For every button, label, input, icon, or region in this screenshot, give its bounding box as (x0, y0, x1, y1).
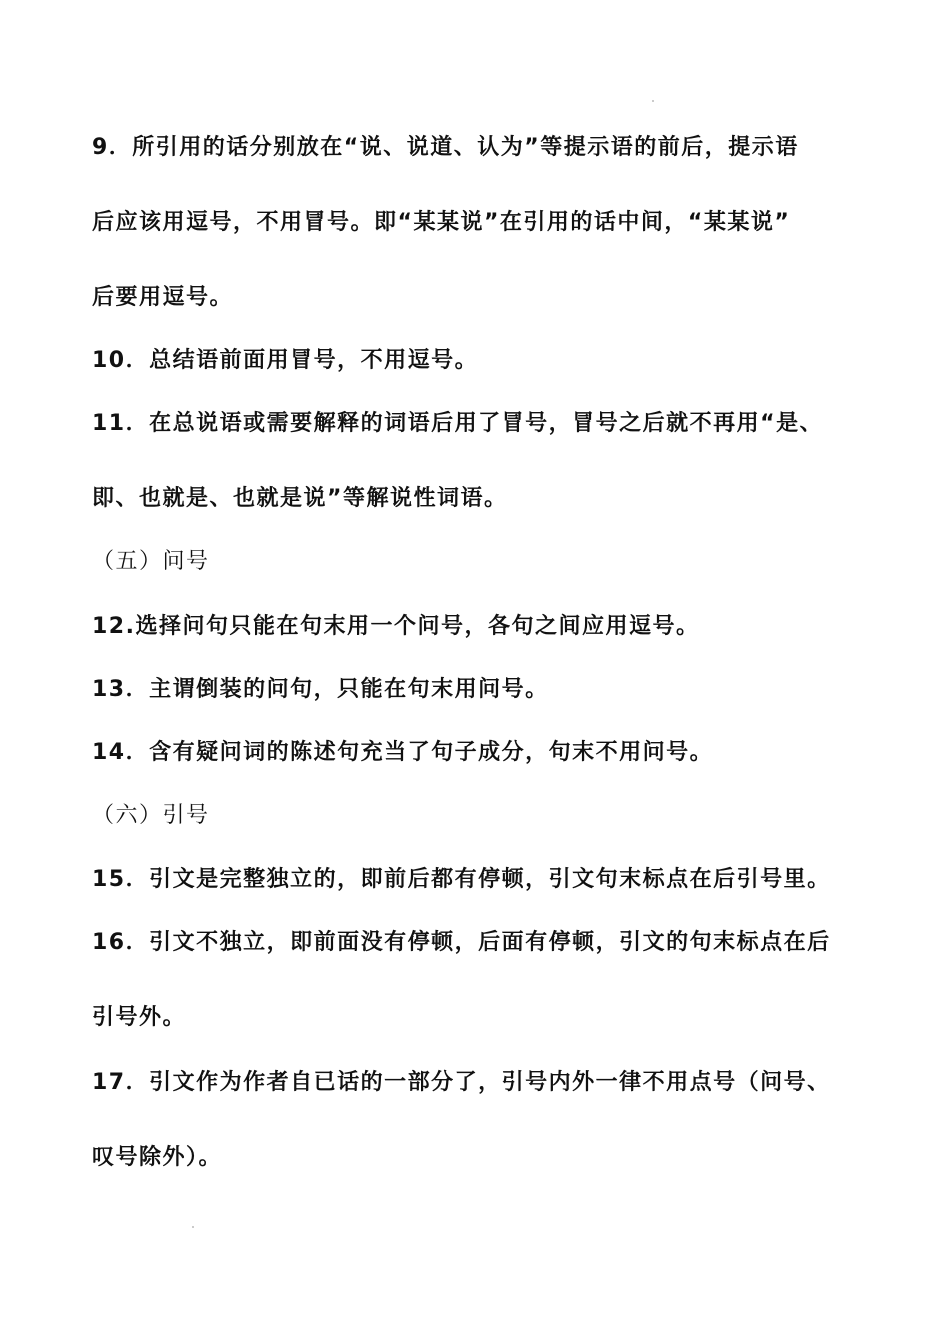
rule-12: 12.选择问句只能在句末用一个问号，各句之间应用逗号。 (92, 614, 700, 639)
scan-speck (652, 100, 654, 102)
rule-13: 13．主谓倒装的问句，只能在句末用问号。 (92, 677, 549, 702)
rule-15: 15．引文是完整独立的，即前后都有停顿，引文句末标点在后引号里。 (92, 867, 831, 892)
rule-16-line-1: 16．引文不独立，即前面没有停顿，后面有停顿，引文的句末标点在后 (92, 930, 831, 955)
rule-17-line-1: 17．引文作为作者自已话的一部分了，引号内外一律不用点号（问号、 (92, 1070, 831, 1095)
rule-9-line-1: 9．所引用的话分别放在“说、说道、认为”等提示语的前后，提示语 (92, 135, 799, 160)
section-heading-quotation-marks: （六）引号 (92, 803, 210, 828)
scan-speck (192, 1226, 194, 1228)
rule-9-line-2: 后应该用逗号，不用冒号。即“某某说”在引用的话中间，“某某说” (92, 210, 791, 235)
rule-14: 14．含有疑问词的陈述句充当了句子成分，句末不用问号。 (92, 740, 714, 765)
rule-9-line-3: 后要用逗号。 (92, 285, 234, 310)
rule-11-line-1: 11．在总说语或需要解释的词语后用了冒号，冒号之后就不再用“是、 (92, 411, 824, 436)
rule-17-line-2: 叹号除外）。 (92, 1145, 223, 1170)
rule-11-line-2: 即、也就是、也就是说”等解说性词语。 (92, 486, 508, 511)
rule-10: 10．总结语前面用冒号，不用逗号。 (92, 348, 479, 373)
section-heading-question-mark: （五）问号 (92, 549, 210, 574)
rule-16-line-2: 引号外。 (92, 1005, 187, 1030)
